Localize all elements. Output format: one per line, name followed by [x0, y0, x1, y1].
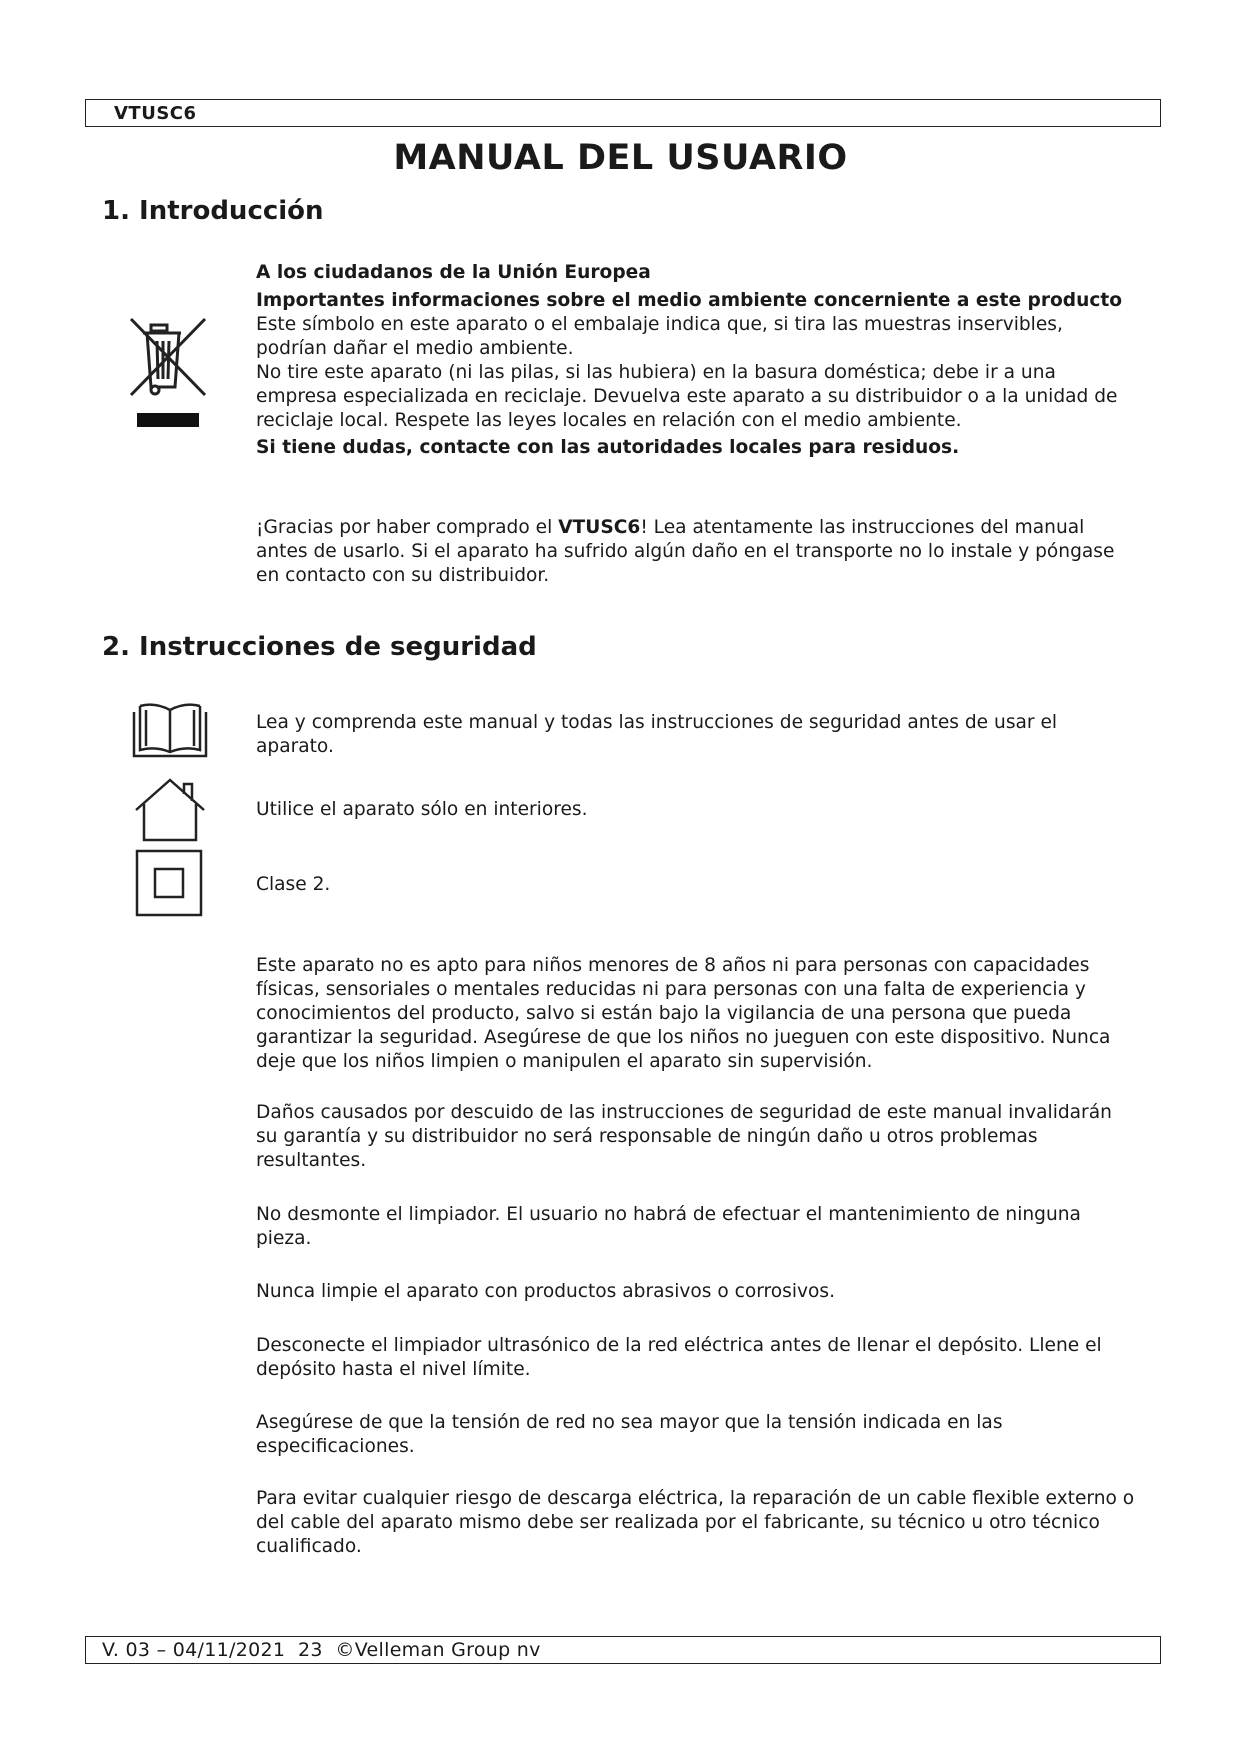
safety-paragraph	[256, 1411, 1136, 1459]
safety-paragraph	[256, 1203, 1136, 1251]
safety-text: Este aparato no es apto para niños menores de 8 años ni para personas con capacidades físicas, sensoriales o mentales reducidas ni para personas con una falta de experiencia y conocimientos del producto, salvo si están bajo la vigilancia de una persona que pueda garantizar la seguridad. Asegúrese de que los niños no jueguen con este dispositivo. Nunca deje que los niños limpien o manipulen el aparato sin supervisión.	[256, 955, 1111, 1072]
section-heading-seguridad: 2. Instrucciones de seguridad	[102, 632, 537, 662]
safety-text: Para evitar cualquier riesgo de descarga eléctrica, la reparación de un cable flexible externo o del cable del aparato mismo debe ser realizada por el fabricante, su técnico u otro técnico cualificado.	[256, 1488, 1135, 1557]
page-title: MANUAL DEL USUARIO	[393, 138, 848, 178]
icon-item-indoor	[256, 798, 1136, 822]
eu-text-2: No tire este aparato (ni las pilas, si las hubiera) en la basura doméstica; debe ir a una empresa especializada en reciclaje. Devuelva este aparato a su distribuidor o a la unidad de reciclaje local. Respete las leyes locales en relación con el medio ambiente.	[256, 362, 1118, 431]
thanks-pre: ¡Gracias por haber comprado el	[256, 517, 559, 538]
weee-bin-icon	[125, 315, 211, 433]
footer-text: V. 03 – 04/11/2021 23 ©Velleman Group nv	[102, 1639, 541, 1661]
eu-subtitle: Importantes informaciones sobre el medio ambiente concerniente a este producto	[256, 290, 1123, 311]
icon-item-text: Lea y comprenda este manual y todas las instrucciones de seguridad antes de usar el aparato.	[256, 712, 1058, 757]
indoor-use-icon	[130, 776, 210, 844]
thanks-paragraph	[256, 516, 1136, 588]
safety-text: No desmonte el limpiador. El usuario no habrá de efectuar el mantenimiento de ninguna pieza.	[256, 1204, 1081, 1249]
safety-paragraph	[256, 954, 1136, 1074]
thanks-model: VTUSC6	[558, 517, 641, 538]
footer-box	[85, 1636, 1161, 1664]
class-2-icon	[134, 848, 204, 918]
safety-paragraph	[256, 1487, 1136, 1559]
read-manual-icon	[130, 702, 210, 760]
icon-item-text: Clase 2.	[256, 874, 331, 895]
safety-paragraph	[256, 1334, 1136, 1382]
eu-notice	[256, 261, 1136, 460]
icon-item-read-manual	[256, 711, 1136, 759]
safety-text: Desconecte el limpiador ultrasónico de la red eléctrica antes de llenar el depósito. Llene el depósito hasta el nivel límite.	[256, 1335, 1102, 1380]
safety-text: Asegúrese de que la tensión de red no sea mayor que la tensión indicada en las especificaciones.	[256, 1412, 1003, 1457]
icon-item-text: Utilice el aparato sólo en interiores.	[256, 799, 588, 820]
safety-text: Daños causados por descuido de las instrucciones de seguridad de este manual invalidarán su garantía y su distribuidor no será responsable de ningún daño u otros problemas resultantes.	[256, 1102, 1112, 1171]
header-box	[85, 99, 1161, 127]
header-model: VTUSC6	[114, 103, 197, 124]
icon-item-class-2	[256, 873, 1136, 897]
eu-title: A los ciudadanos de la Unión Europea	[256, 262, 651, 283]
safety-text: Nunca limpie el aparato con productos abrasivos o corrosivos.	[256, 1281, 835, 1302]
safety-paragraph	[256, 1280, 1136, 1304]
eu-contact: Si tiene dudas, contacte con las autoridades locales para residuos.	[256, 437, 960, 458]
section-heading-introduccion: 1. Introducción	[102, 196, 324, 226]
thanks-post: ! Lea atentamente las instrucciones del manual antes de usarlo. Si el aparato ha sufrido algún daño en el transporte no lo instale y póngase en contacto con su distribuidor.	[256, 517, 1115, 586]
safety-paragraph	[256, 1101, 1136, 1173]
eu-text-1: Este símbolo en este aparato o el embalaje indica que, si tira las muestras inservibles, podrían dañar el medio ambiente.	[256, 314, 1063, 359]
